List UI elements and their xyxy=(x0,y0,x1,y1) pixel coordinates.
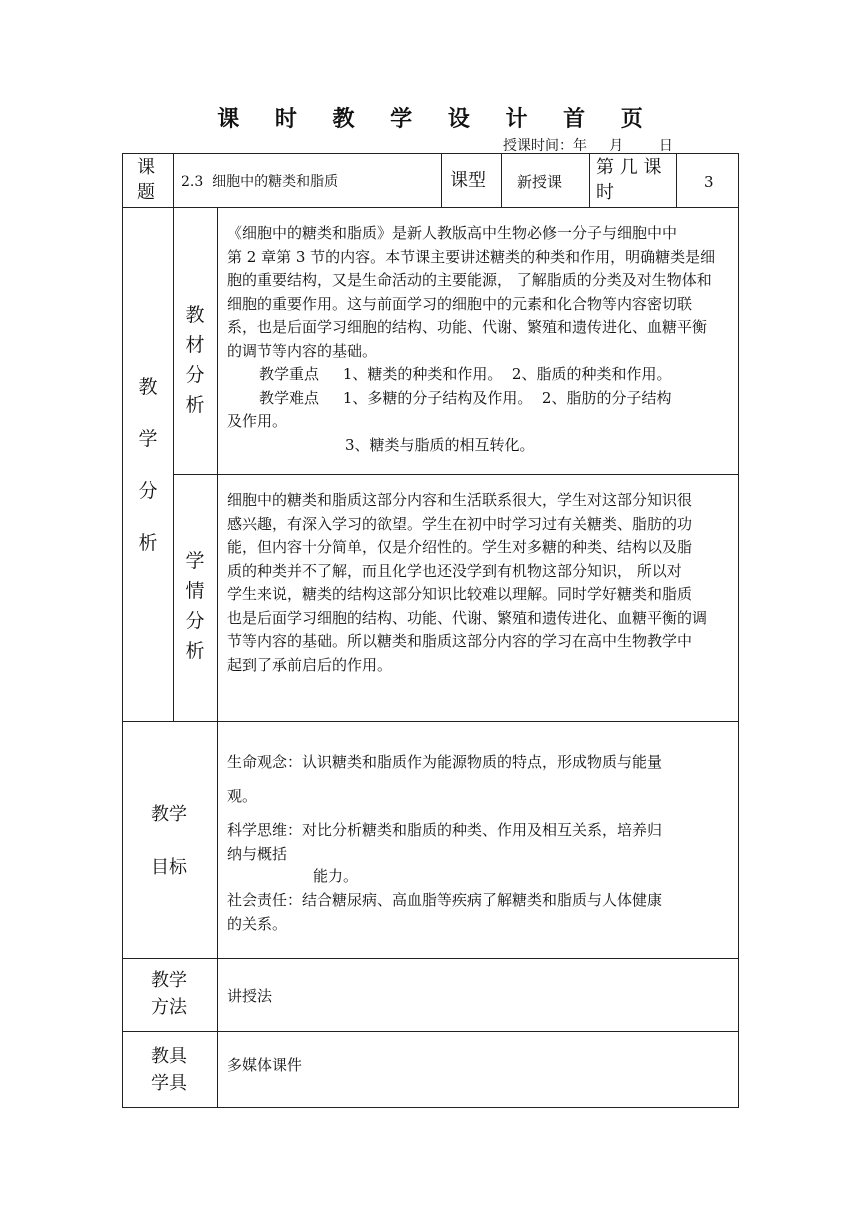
text-line: 学生来说，糖类的结构这部分知识比较难以理解。同时学好糖类和脂质 xyxy=(227,585,693,603)
row-divider xyxy=(122,721,739,722)
label-char: 析 xyxy=(185,640,205,662)
analysis-section-label xyxy=(136,372,160,558)
text-line: 节等内容的基础。所以糖类和脂质这部分内容的学习在高中生物教学中 xyxy=(227,632,693,650)
lesson-type-label: 课型 xyxy=(450,170,486,191)
text-line: 的调节等内容的基础。 xyxy=(227,341,378,360)
social-responsibility-line1: 社会责任：结合糖尿病、高血脂等疾病了解糖类和脂质与人体健康 xyxy=(227,891,663,909)
method-label-line1: 教学 xyxy=(151,970,187,991)
text-line: 胞的重要结构，又是生命活动的主要能源， 了解脂质的分类及对生物体和 xyxy=(227,271,712,289)
label-char: 分 xyxy=(185,610,205,632)
textbook-analysis-label xyxy=(183,300,207,420)
life-concept-line2: 观。 xyxy=(227,787,258,805)
label-char: 析 xyxy=(138,532,158,554)
lesson-number-label-line2: 时 xyxy=(596,182,614,203)
column-divider xyxy=(173,207,174,721)
objectives-label-line1: 教学 xyxy=(151,804,187,825)
science-thinking-line2: 纳与概括 xyxy=(227,845,288,863)
text-line: 起到了承前启后的作用。 xyxy=(227,655,393,674)
objectives-label-line2: 目标 xyxy=(151,857,187,878)
tools-label-line2: 学具 xyxy=(151,1073,187,1094)
column-divider xyxy=(676,153,677,207)
key-points: 教学重点 1、糖类的种类和作用。 2、脂质的种类和作用。 xyxy=(259,365,672,383)
method-value: 讲授法 xyxy=(227,987,273,1005)
lesson-number-label-line1: 第 几 课 xyxy=(596,157,662,178)
column-divider xyxy=(589,153,590,207)
text-line: 也是后面学习细胞的结构、功能、代谢、繁殖和遗传进化、血糖平衡的调 xyxy=(227,608,708,627)
science-thinking-line1: 科学思维：对比分析糖类和脂质的种类、作用及相互关系，培养归 xyxy=(227,821,663,839)
topic-label-line2: 题 xyxy=(137,182,155,203)
label-char: 教 xyxy=(185,304,205,326)
text-line: 质的种类并不了解，而且化学也还没学到有机物这部分知识， 所以对 xyxy=(227,561,682,580)
label-char: 教 xyxy=(138,376,158,398)
social-responsibility-line2: 的关系。 xyxy=(227,915,288,933)
difficult-points-continued: 及作用。 xyxy=(227,412,288,430)
tools-value: 多媒体课件 xyxy=(227,1056,303,1074)
student-analysis-text xyxy=(227,489,732,677)
label-char: 析 xyxy=(185,394,205,416)
tools-label-line1: 教具 xyxy=(151,1046,187,1067)
label-char: 情 xyxy=(185,580,205,602)
column-divider xyxy=(441,153,442,207)
text-line: 感兴趣，有深入学习的欲望。学生在初中时学习过有关糖类、脂肪的功 xyxy=(227,514,693,533)
text-line: 能，但内容十分简单，仅是介绍性的。学生对多糖的种类、结构以及脂 xyxy=(227,538,693,556)
difficult-point-3: 3、糖类与脂质的相互转化。 xyxy=(345,435,535,454)
lesson-type-value: 新授课 xyxy=(517,173,563,191)
label-char: 学 xyxy=(138,428,158,450)
page-title: 课 时 教 学 设 计 首 页 xyxy=(217,106,657,132)
life-concept-line1: 生命观念：认识糖类和脂质作为能源物质的特点，形成物质与能量 xyxy=(227,753,663,771)
text-line: 系，也是后面学习细胞的结构、功能、代谢、繁殖和遗传进化、血糖平衡 xyxy=(227,318,708,336)
column-divider xyxy=(173,153,174,207)
text-line: 细胞中的糖类和脂质这部分内容和生活联系很大，学生对这部分知识很 xyxy=(227,491,693,509)
row-divider xyxy=(122,1031,739,1032)
column-divider xyxy=(217,207,218,1108)
label-char: 分 xyxy=(185,364,205,386)
label-char: 分 xyxy=(138,480,158,502)
row-divider xyxy=(122,207,739,208)
topic-value: 2.3 细胞中的糖类和脂质 xyxy=(181,174,339,190)
science-thinking-line3: 能力。 xyxy=(313,867,359,885)
text-line: 第 2 章第 3 节的内容。本节课主要讲述糖类的种类和作用，明确糖类是细 xyxy=(227,247,716,266)
objectives-text xyxy=(227,750,732,936)
label-char: 材 xyxy=(185,334,205,356)
method-label-line2: 方法 xyxy=(151,997,187,1018)
text-line: 细胞的重要作用。这与前面学习的细胞中的元素和化合物等内容密切联 xyxy=(227,294,693,313)
row-divider xyxy=(122,958,739,959)
lesson-date-line: 授课时间：年 月 日 xyxy=(503,138,673,154)
student-analysis-label xyxy=(183,546,207,666)
column-divider xyxy=(501,153,502,207)
text-line: 《细胞中的糖类和脂质》是新人教版高中生物必修一分子与细胞中中 xyxy=(227,224,678,242)
row-divider xyxy=(173,474,739,475)
difficult-points: 教学难点 1、多糖的分子结构及作用。 2、脂肪的分子结构 xyxy=(259,388,672,407)
label-char: 学 xyxy=(185,550,205,572)
textbook-analysis-text xyxy=(227,222,732,457)
topic-label-line1: 课 xyxy=(137,157,155,178)
lesson-number-value: 3 xyxy=(704,173,714,191)
